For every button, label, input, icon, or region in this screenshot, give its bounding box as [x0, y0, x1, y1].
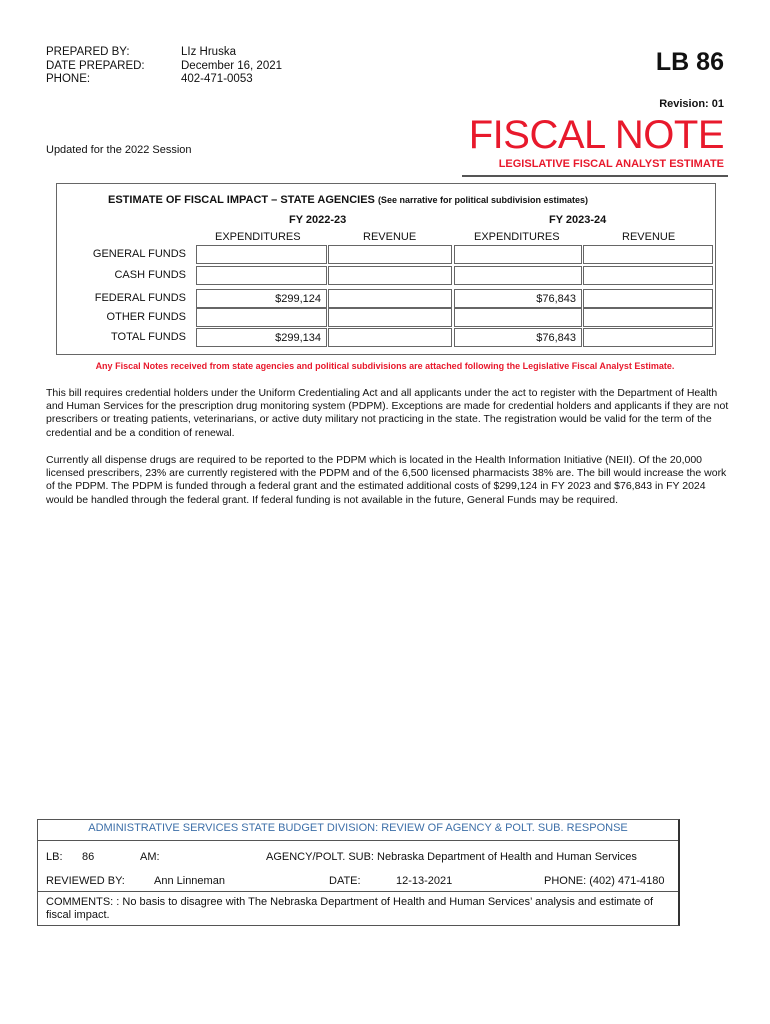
session-note: Updated for the 2022 Session: [46, 144, 192, 156]
header-labels: [46, 46, 145, 87]
prepared-by-value: LIz Hruska: [181, 46, 236, 58]
date-prepared-label: DATE PREPARED:: [46, 59, 145, 72]
reviewed-by-value: Ann Linneman: [154, 875, 225, 887]
estimate-title-text: ESTIMATE OF FISCAL IMPACT – STATE AGENCIES: [108, 194, 375, 206]
cell-general-funds-fy1-exp: [196, 245, 327, 264]
review-divider: [38, 840, 678, 841]
review-comments: COMMENTS: : No basis to disagree with The Nebraska Department of Health and Human Services’ analysis and estimate of fiscal impact.: [46, 896, 654, 921]
header-rule: [462, 175, 728, 177]
fy1-exp-header: EXPENDITURES: [215, 231, 301, 243]
cell-cash-funds-fy1-rev: [328, 266, 452, 285]
review-divider-2: [38, 891, 678, 892]
row-label-other-funds: OTHER FUNDS: [106, 311, 186, 323]
review-date-label: DATE:: [329, 875, 361, 887]
row-label-federal-funds: FEDERAL FUNDS: [94, 292, 186, 304]
cell-general-funds-fy2-rev: [583, 245, 713, 264]
estimate-title: [108, 194, 588, 206]
cell-general-funds-fy2-exp: [454, 245, 582, 264]
row-label-total-funds: TOTAL FUNDS: [111, 331, 186, 343]
review-am-label: AM:: [140, 851, 160, 863]
row-label-cash-funds: CASH FUNDS: [114, 269, 186, 281]
narrative-paragraph-1: This bill requires credential holders under the Uniform Credentialing Act and all applicants under the act to register with the Department of Health and Human Services for the prescription drug monitoring system (PDPM). Exceptions are made for credential holders and applicants if they are not prescribers or treating patients, veterinarians, or active duty military not practicing in the state. The registration would be valid for the term of the credential and be a condition of renewal.: [46, 387, 729, 439]
bill-number: LB 86: [655, 48, 724, 76]
cell-federal-funds-fy2-exp: $76,843: [454, 289, 582, 308]
review-lb-value: 86: [82, 851, 95, 863]
phone-label: PHONE:: [46, 73, 91, 85]
review-box: [37, 819, 680, 926]
reviewed-by-label: REVIEWED BY:: [46, 875, 125, 887]
agency-notice: Any Fiscal Notes received from state agencies and political subdivisions are attached following the Legislative Fiscal Analyst Estimate.: [95, 361, 675, 371]
cell-cash-funds-fy2-rev: [583, 266, 713, 285]
fy2-header: FY 2023-24: [549, 214, 607, 226]
fy2-rev-header: REVENUE: [622, 231, 676, 243]
cell-federal-funds-fy2-rev: [583, 289, 713, 308]
row-label-general-funds: GENERAL FUNDS: [92, 248, 186, 260]
cell-other-funds-fy1-rev: [328, 308, 452, 327]
review-title: ADMINISTRATIVE SERVICES STATE BUDGET DIVISION: REVIEW OF AGENCY & POLT. SUB. RESPONSE: [88, 822, 628, 834]
cell-total-funds-fy2-exp: $76,843: [454, 328, 582, 347]
cell-cash-funds-fy2-exp: [454, 266, 582, 285]
cell-total-funds-fy1-exp: $299,134: [196, 328, 327, 347]
phone-value: 402-471-0053: [181, 73, 253, 85]
date-prepared-value: December 16, 2021: [181, 59, 283, 72]
cell-other-funds-fy1-exp: [196, 308, 327, 327]
cell-total-funds-fy2-rev: [583, 328, 713, 347]
review-date-value: 12-13-2021: [396, 875, 453, 887]
prepared-by-label: PREPARED BY:: [46, 46, 130, 58]
cell-federal-funds-fy1-exp: $299,124: [196, 289, 327, 308]
cell-general-funds-fy1-rev: [328, 245, 452, 264]
cell-other-funds-fy2-rev: [583, 308, 713, 327]
page-subtitle: LEGISLATIVE FISCAL ANALYST ESTIMATE: [498, 158, 724, 170]
revision-label: Revision: 01: [659, 98, 724, 110]
review-lb-label: LB:: [46, 851, 63, 863]
page-title: FISCAL NOTE: [468, 113, 724, 157]
cell-total-funds-fy1-rev: [328, 328, 452, 347]
cell-federal-funds-fy1-rev: [328, 289, 452, 308]
cell-cash-funds-fy1-exp: [196, 266, 327, 285]
narrative-paragraph-2: Currently all dispense drugs are required to be reported to the PDPM which is located in the Health Information Initiative (NEII). Of the 20,000 licensed prescribers, 23% are currently registered with the PDPM and of the 6,500 licensed pharmacists 38% are. The bill would increase the work of the PDPM. The PDPM is funded through a federal grant and the estimated additional costs of $299,124 in FY 2023 and $76,843 in FY 2024 would be handled through the federal grant. If federal funding is not available in the future, General Funds may be required.: [46, 454, 727, 506]
fy2-exp-header: EXPENDITURES: [474, 231, 560, 243]
fy1-rev-header: REVENUE: [363, 231, 417, 243]
review-phone: PHONE: (402) 471-4180: [544, 875, 665, 887]
estimate-title-note: (See narrative for political subdivision estimates): [377, 195, 589, 205]
review-agency: AGENCY/POLT. SUB: Nebraska Department of Health and Human Services: [266, 851, 637, 863]
cell-other-funds-fy2-exp: [454, 308, 582, 327]
header-values: [181, 46, 282, 87]
fy1-header: FY 2022-23: [289, 214, 347, 226]
